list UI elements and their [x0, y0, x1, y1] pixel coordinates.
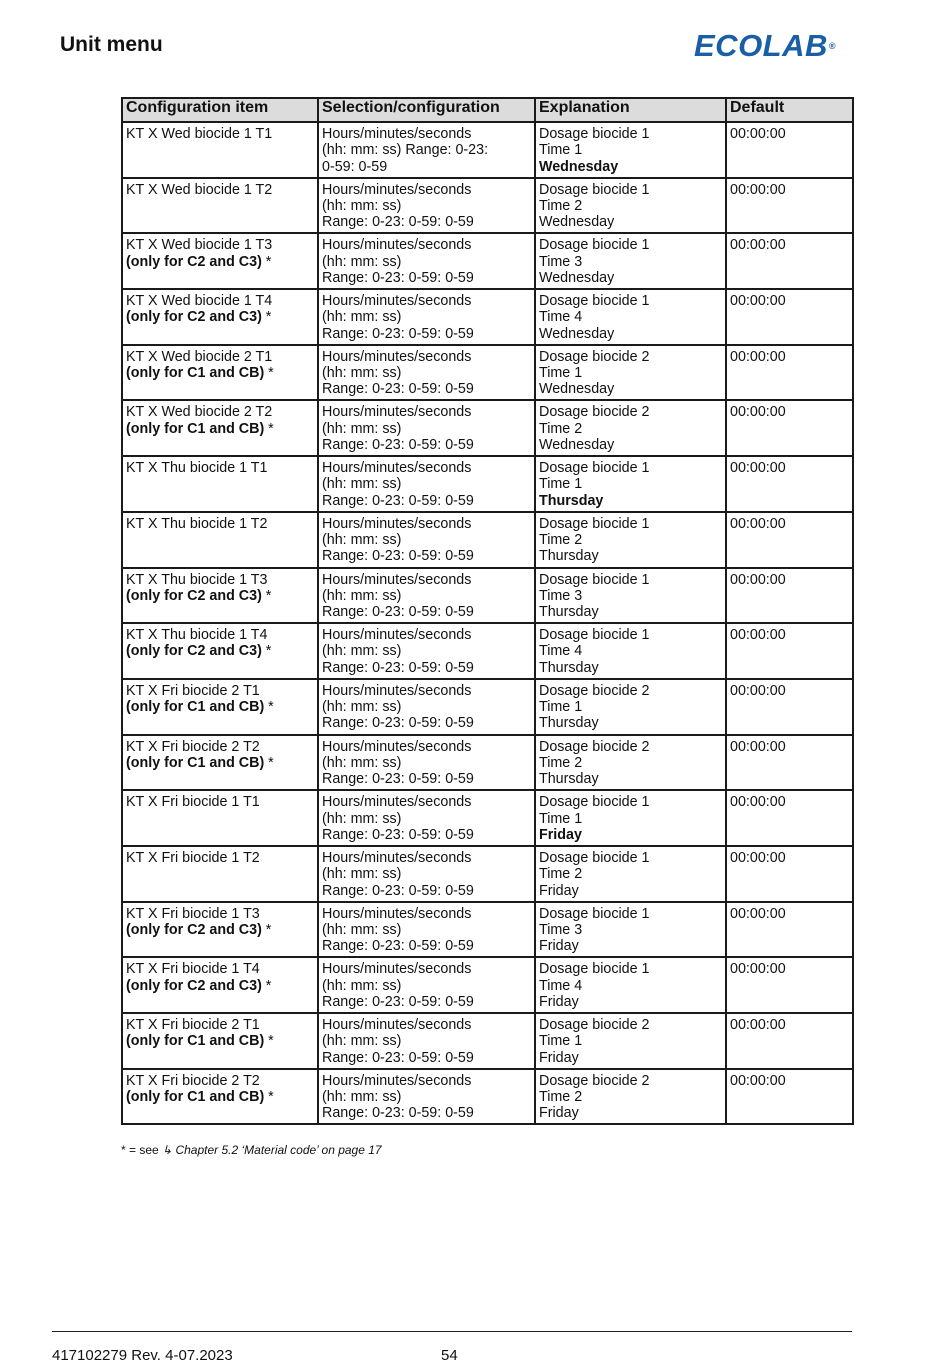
explanation-day: Wednesday — [539, 325, 615, 342]
selection-line: (hh: mm: ss) — [322, 810, 402, 827]
cell-configuration-item — [122, 679, 318, 735]
default-value: 00:00:00 — [730, 627, 786, 644]
cell-selection — [318, 233, 535, 289]
explanation-time: Time 3 — [539, 253, 583, 270]
default-value: 00:00:00 — [730, 404, 786, 421]
cell-default — [726, 735, 853, 791]
selection-line: (hh: mm: ss) — [322, 643, 402, 660]
explanation-day: Thursday — [539, 492, 604, 509]
selection-line: Range: 0-23: 0-59: 0-59 — [322, 325, 474, 342]
cell-configuration-item — [122, 1069, 318, 1125]
cell-explanation — [535, 623, 726, 679]
cell-selection — [318, 400, 535, 456]
explanation-day: Thursday — [539, 604, 599, 621]
explanation-day: Wednesday — [539, 158, 619, 175]
cell-selection — [318, 957, 535, 1013]
explanation-dosage: Dosage biocide 1 — [539, 293, 650, 310]
restriction-note: (only for C2 and C3) — [126, 309, 262, 326]
cell-selection — [318, 178, 535, 234]
cell-default — [726, 178, 853, 234]
explanation-day: Friday — [539, 882, 579, 899]
restriction-note: (only for C2 and C3) — [126, 977, 262, 994]
column-header-configuration-item: Configuration item — [122, 98, 318, 122]
cell-selection — [318, 568, 535, 624]
selection-line: Hours/minutes/seconds — [322, 571, 472, 588]
explanation-time: Time 1 — [539, 365, 583, 382]
cell-default — [726, 1013, 853, 1069]
selection-line: Hours/minutes/seconds — [322, 126, 472, 142]
selection-line: (hh: mm: ss) — [322, 420, 402, 437]
table-row — [122, 679, 853, 735]
asterisk-marker: * — [264, 699, 274, 716]
explanation-dosage: Dosage biocide 2 — [539, 1017, 650, 1033]
arrow-reference-icon: ↳ — [162, 1143, 173, 1157]
explanation-time: Time 2 — [539, 754, 583, 771]
selection-line: (hh: mm: ss) — [322, 365, 402, 382]
item-name: KT X Fri biocide 1 T3 — [126, 905, 260, 922]
item-name: KT X Fri biocide 2 T1 — [126, 682, 260, 699]
asterisk-marker: * — [261, 643, 272, 660]
item-name: KT X Thu biocide 1 T1 — [126, 460, 268, 477]
footnote-prefix: * = see — [121, 1143, 163, 1157]
selection-line: (hh: mm: ss) — [322, 754, 402, 771]
explanation-time: Time 4 — [539, 643, 583, 660]
selection-line: Range: 0-23: 0-59: 0-59 — [322, 214, 474, 231]
explanation-day: Friday — [539, 826, 582, 843]
explanation-dosage: Dosage biocide 1 — [539, 181, 650, 198]
footer-divider — [52, 1331, 852, 1332]
item-name: KT X Thu biocide 1 T2 — [126, 515, 268, 532]
cell-configuration-item — [122, 122, 318, 178]
cell-explanation — [535, 902, 726, 958]
default-value: 00:00:00 — [730, 738, 786, 755]
item-name: KT X Fri biocide 2 T2 — [126, 738, 260, 755]
explanation-time: Time 3 — [539, 587, 583, 604]
default-value: 00:00:00 — [730, 682, 786, 699]
table-row — [122, 568, 853, 624]
selection-line: Range: 0-23: 0-59: 0-59 — [322, 437, 474, 454]
explanation-day: Wednesday — [539, 214, 615, 231]
explanation-dosage: Dosage biocide 2 — [539, 682, 650, 699]
default-value: 00:00:00 — [730, 348, 786, 365]
explanation-day: Friday — [539, 1049, 579, 1066]
asterisk-marker: * — [264, 365, 274, 382]
asterisk-marker: * — [264, 1033, 274, 1050]
cell-explanation — [535, 846, 726, 902]
cell-explanation — [535, 568, 726, 624]
page-title: Unit menu — [60, 33, 163, 56]
selection-line: Hours/minutes/seconds — [322, 627, 472, 644]
restriction-note: (only for C2 and C3) — [126, 587, 262, 604]
explanation-time: Time 2 — [539, 532, 583, 549]
selection-line: (hh: mm: ss) — [322, 476, 402, 493]
restriction-note: (only for C2 and C3) — [126, 921, 262, 938]
item-name: KT X Wed biocide 1 T1 — [126, 126, 273, 142]
cell-explanation — [535, 456, 726, 512]
ecolab-logo — [694, 30, 836, 62]
page-number: 54 — [441, 1347, 458, 1364]
table-row — [122, 456, 853, 512]
item-name: KT X Wed biocide 2 T2 — [126, 404, 273, 421]
selection-line: (hh: mm: ss) — [322, 921, 402, 938]
column-header-default: Default — [726, 98, 853, 122]
item-name: KT X Wed biocide 1 T3 — [126, 237, 273, 254]
default-value: 00:00:00 — [730, 460, 786, 477]
explanation-day: Thursday — [539, 548, 599, 565]
cell-configuration-item — [122, 345, 318, 401]
cell-selection — [318, 623, 535, 679]
selection-line: (hh: mm: ss) — [322, 866, 402, 883]
default-value: 00:00:00 — [730, 571, 786, 588]
cell-selection — [318, 122, 535, 178]
item-name: KT X Wed biocide 2 T1 — [126, 348, 273, 365]
table-row — [122, 735, 853, 791]
selection-line: (hh: mm: ss) — [322, 309, 402, 326]
cell-configuration-item — [122, 178, 318, 234]
selection-line: Range: 0-23: 0-59: 0-59 — [322, 659, 474, 676]
table-row — [122, 846, 853, 902]
table-row — [122, 512, 853, 568]
asterisk-marker: * — [261, 587, 272, 604]
cell-explanation — [535, 735, 726, 791]
selection-line: Range: 0-23: 0-59: 0-59 — [322, 938, 474, 955]
table-row — [122, 289, 853, 345]
table-row — [122, 122, 853, 178]
default-value: 00:00:00 — [730, 905, 786, 922]
selection-line: Hours/minutes/seconds — [322, 905, 472, 922]
cell-explanation — [535, 957, 726, 1013]
asterisk-marker: * — [261, 921, 272, 938]
cell-configuration-item — [122, 623, 318, 679]
selection-line: Range: 0-23: 0-59: 0-59 — [322, 604, 474, 621]
cell-configuration-item — [122, 957, 318, 1013]
item-name: KT X Thu biocide 1 T4 — [126, 627, 268, 644]
cell-default — [726, 456, 853, 512]
selection-line: Hours/minutes/seconds — [322, 794, 472, 811]
selection-line: Hours/minutes/seconds — [322, 738, 472, 755]
chapter-reference-link[interactable]: Chapter 5.2 ‘Material code’ on page 17 — [175, 1143, 382, 1157]
explanation-day: Wednesday — [539, 437, 615, 454]
selection-line: Range: 0-23: 0-59: 0-59 — [322, 882, 474, 899]
item-name: KT X Wed biocide 1 T4 — [126, 293, 273, 310]
cell-explanation — [535, 400, 726, 456]
default-value: 00:00:00 — [730, 293, 786, 310]
selection-line: Range: 0-23: 0-59: 0-59 — [322, 993, 474, 1010]
default-value: 00:00:00 — [730, 1072, 786, 1089]
item-name: KT X Wed biocide 1 T2 — [126, 181, 273, 198]
selection-line: Range: 0-23: 0-59: 0-59 — [322, 1049, 474, 1066]
selection-line: Hours/minutes/seconds — [322, 849, 472, 866]
explanation-day: Wednesday — [539, 269, 615, 286]
cell-configuration-item — [122, 735, 318, 791]
selection-line: Range: 0-23: 0-59: 0-59 — [322, 381, 474, 398]
selection-line: (hh: mm: ss) Range: 0-23: — [322, 142, 489, 159]
selection-line: Range: 0-23: 0-59: 0-59 — [322, 492, 474, 509]
configuration-table — [121, 97, 854, 1125]
default-value: 00:00:00 — [730, 181, 786, 198]
explanation-time: Time 4 — [539, 309, 583, 326]
cell-configuration-item — [122, 846, 318, 902]
item-restriction — [126, 1089, 314, 1105]
cell-selection — [318, 790, 535, 846]
item-restriction — [126, 421, 314, 437]
cell-selection — [318, 1013, 535, 1069]
cell-selection — [318, 345, 535, 401]
default-value: 00:00:00 — [730, 961, 786, 978]
cell-configuration-item — [122, 790, 318, 846]
column-header-selection: Selection/configuration — [318, 98, 535, 122]
cell-explanation — [535, 233, 726, 289]
table-row — [122, 1013, 853, 1069]
explanation-time: Time 1 — [539, 1033, 583, 1050]
default-value: 00:00:00 — [730, 849, 786, 866]
explanation-dosage: Dosage biocide 2 — [539, 404, 650, 421]
explanation-day: Thursday — [539, 659, 599, 676]
cell-selection — [318, 679, 535, 735]
cell-explanation — [535, 679, 726, 735]
asterisk-marker: * — [261, 253, 272, 270]
item-name: KT X Fri biocide 1 T4 — [126, 961, 260, 978]
cell-explanation — [535, 345, 726, 401]
explanation-time: Time 1 — [539, 142, 583, 159]
item-restriction — [126, 309, 314, 325]
explanation-dosage: Dosage biocide 1 — [539, 961, 650, 978]
cell-default — [726, 679, 853, 735]
restriction-note: (only for C1 and CB) — [126, 1088, 265, 1105]
table-row — [122, 1069, 853, 1125]
selection-line: Hours/minutes/seconds — [322, 348, 472, 365]
cell-default — [726, 289, 853, 345]
asterisk-marker: * — [261, 309, 272, 326]
explanation-time: Time 1 — [539, 810, 583, 827]
explanation-time: Time 4 — [539, 977, 583, 994]
item-restriction — [126, 254, 314, 270]
selection-line: (hh: mm: ss) — [322, 532, 402, 549]
explanation-day: Thursday — [539, 771, 599, 788]
cell-configuration-item — [122, 568, 318, 624]
item-restriction — [126, 588, 314, 604]
item-restriction — [126, 1033, 314, 1049]
selection-line: (hh: mm: ss) — [322, 253, 402, 270]
cell-default — [726, 400, 853, 456]
cell-default — [726, 902, 853, 958]
logo-text: ECOLAB — [694, 28, 828, 63]
selection-line: Hours/minutes/seconds — [322, 181, 472, 198]
cell-selection — [318, 902, 535, 958]
explanation-time: Time 2 — [539, 420, 583, 437]
explanation-time: Time 2 — [539, 866, 583, 883]
selection-line: Range: 0-23: 0-59: 0-59 — [322, 826, 474, 843]
cell-selection — [318, 456, 535, 512]
asterisk-marker: * — [264, 420, 274, 437]
explanation-time: Time 1 — [539, 699, 583, 716]
explanation-time: Time 2 — [539, 1088, 583, 1105]
table-row — [122, 178, 853, 234]
cell-explanation — [535, 790, 726, 846]
explanation-dosage: Dosage biocide 1 — [539, 515, 650, 532]
selection-line: Hours/minutes/seconds — [322, 404, 472, 421]
asterisk-marker: * — [264, 1088, 274, 1105]
explanation-time: Time 2 — [539, 197, 583, 214]
cell-configuration-item — [122, 456, 318, 512]
cell-configuration-item — [122, 400, 318, 456]
selection-line: (hh: mm: ss) — [322, 1088, 402, 1105]
cell-default — [726, 790, 853, 846]
explanation-day: Thursday — [539, 715, 599, 732]
restriction-note: (only for C1 and CB) — [126, 420, 265, 437]
item-name: KT X Fri biocide 1 T1 — [126, 794, 260, 811]
cell-default — [726, 568, 853, 624]
item-name: KT X Fri biocide 2 T2 — [126, 1072, 260, 1089]
cell-explanation — [535, 512, 726, 568]
explanation-time: Time 3 — [539, 921, 583, 938]
selection-line: Hours/minutes/seconds — [322, 961, 472, 978]
table-row — [122, 233, 853, 289]
column-header-explanation: Explanation — [535, 98, 726, 122]
explanation-dosage: Dosage biocide 2 — [539, 1072, 650, 1089]
cell-explanation — [535, 289, 726, 345]
item-name: KT X Thu biocide 1 T3 — [126, 571, 268, 588]
cell-configuration-item — [122, 512, 318, 568]
selection-line: Range: 0-23: 0-59: 0-59 — [322, 771, 474, 788]
default-value: 00:00:00 — [730, 126, 786, 142]
registered-mark: ® — [828, 41, 837, 51]
selection-line: Range: 0-23: 0-59: 0-59 — [322, 715, 474, 732]
selection-line: (hh: mm: ss) — [322, 977, 402, 994]
explanation-day: Friday — [539, 938, 579, 955]
cell-selection — [318, 735, 535, 791]
cell-selection — [318, 512, 535, 568]
table-row — [122, 902, 853, 958]
explanation-dosage: Dosage biocide 1 — [539, 794, 650, 811]
restriction-note: (only for C1 and CB) — [126, 754, 265, 771]
cell-configuration-item — [122, 289, 318, 345]
selection-line: (hh: mm: ss) — [322, 197, 402, 214]
item-restriction — [126, 978, 314, 994]
cell-explanation — [535, 178, 726, 234]
default-value: 00:00:00 — [730, 237, 786, 254]
item-name: KT X Fri biocide 2 T1 — [126, 1017, 260, 1033]
cell-explanation — [535, 1069, 726, 1125]
item-restriction — [126, 365, 314, 381]
cell-default — [726, 623, 853, 679]
explanation-dosage: Dosage biocide 2 — [539, 738, 650, 755]
cell-configuration-item — [122, 1013, 318, 1069]
asterisk-marker: * — [264, 754, 274, 771]
selection-line: Hours/minutes/seconds — [322, 1017, 472, 1033]
cell-selection — [318, 846, 535, 902]
restriction-note: (only for C2 and C3) — [126, 253, 262, 270]
cell-explanation — [535, 1013, 726, 1069]
cell-default — [726, 122, 853, 178]
explanation-dosage: Dosage biocide 1 — [539, 905, 650, 922]
explanation-day: Wednesday — [539, 381, 615, 398]
selection-line: Hours/minutes/seconds — [322, 237, 472, 254]
explanation-dosage: Dosage biocide 1 — [539, 627, 650, 644]
item-name: KT X Fri biocide 1 T2 — [126, 849, 260, 866]
cell-default — [726, 957, 853, 1013]
default-value: 00:00:00 — [730, 1017, 786, 1033]
selection-line: Range: 0-23: 0-59: 0-59 — [322, 269, 474, 286]
restriction-note: (only for C2 and C3) — [126, 643, 262, 660]
explanation-dosage: Dosage biocide 1 — [539, 237, 650, 254]
explanation-dosage: Dosage biocide 2 — [539, 348, 650, 365]
explanation-time: Time 1 — [539, 476, 583, 493]
item-restriction — [126, 922, 314, 938]
selection-line: Hours/minutes/seconds — [322, 293, 472, 310]
cell-configuration-item — [122, 233, 318, 289]
cell-configuration-item — [122, 902, 318, 958]
asterisk-marker: * — [261, 977, 272, 994]
table-row — [122, 400, 853, 456]
restriction-note: (only for C1 and CB) — [126, 699, 265, 716]
table-row — [122, 957, 853, 1013]
explanation-dosage: Dosage biocide 1 — [539, 460, 650, 477]
item-restriction — [126, 643, 314, 659]
table-header-row — [122, 98, 853, 122]
selection-line: Range: 0-23: 0-59: 0-59 — [322, 548, 474, 565]
cell-default — [726, 233, 853, 289]
explanation-dosage: Dosage biocide 1 — [539, 571, 650, 588]
cell-default — [726, 1069, 853, 1125]
default-value: 00:00:00 — [730, 515, 786, 532]
selection-line: Hours/minutes/seconds — [322, 682, 472, 699]
selection-line: Hours/minutes/seconds — [322, 515, 472, 532]
selection-line: (hh: mm: ss) — [322, 699, 402, 716]
explanation-day: Friday — [539, 1105, 579, 1122]
restriction-note: (only for C1 and CB) — [126, 365, 265, 382]
item-restriction — [126, 755, 314, 771]
explanation-dosage: Dosage biocide 1 — [539, 126, 650, 142]
selection-line: 0-59: 0-59 — [322, 158, 388, 175]
cell-selection — [318, 1069, 535, 1125]
explanation-day: Friday — [539, 993, 579, 1010]
item-restriction — [126, 699, 314, 715]
cell-default — [726, 345, 853, 401]
footnote — [121, 1143, 382, 1157]
selection-line: Hours/minutes/seconds — [322, 1072, 472, 1089]
selection-line: (hh: mm: ss) — [322, 587, 402, 604]
default-value: 00:00:00 — [730, 794, 786, 811]
cell-default — [726, 846, 853, 902]
table-row — [122, 345, 853, 401]
explanation-dosage: Dosage biocide 1 — [539, 849, 650, 866]
selection-line: Hours/minutes/seconds — [322, 460, 472, 477]
cell-default — [726, 512, 853, 568]
table-row — [122, 623, 853, 679]
selection-line: (hh: mm: ss) — [322, 1033, 402, 1050]
table-row — [122, 790, 853, 846]
document-revision: 417102279 Rev. 4-07.2023 — [52, 1347, 233, 1364]
cell-selection — [318, 289, 535, 345]
selection-line: Range: 0-23: 0-59: 0-59 — [322, 1105, 474, 1122]
restriction-note: (only for C1 and CB) — [126, 1033, 265, 1050]
cell-explanation — [535, 122, 726, 178]
